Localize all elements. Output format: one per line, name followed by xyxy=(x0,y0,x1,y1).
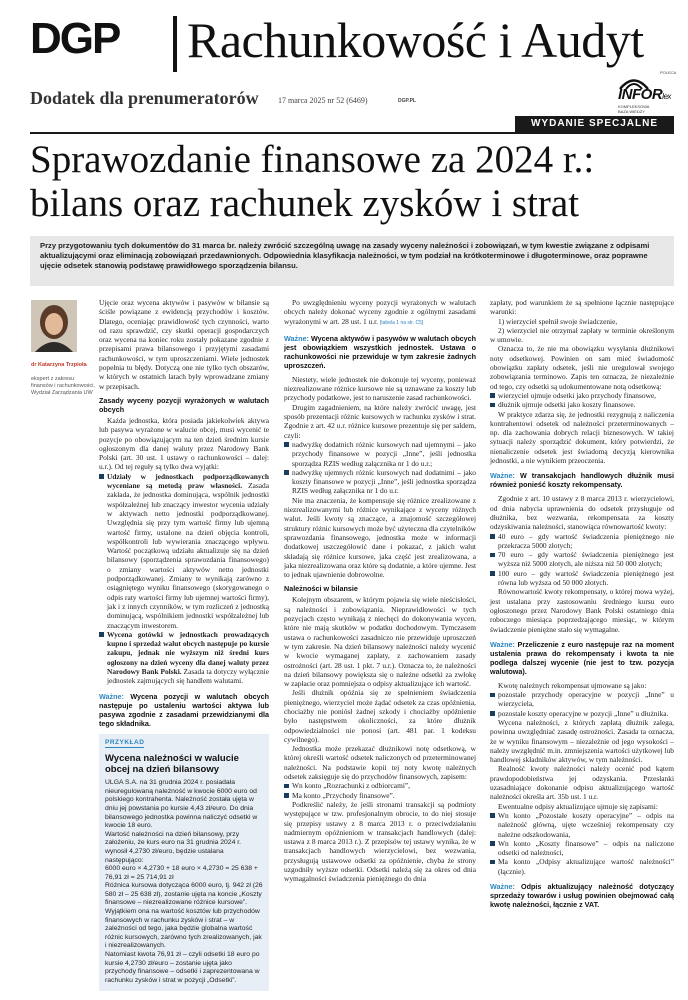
interest-list xyxy=(490,391,674,410)
example-box xyxy=(99,734,269,992)
calculation: 6000 euro × 4,2730 + 18 euro × 4,2730 = 25 638 + 76,91 zł = 25 714,91 zł xyxy=(105,865,258,881)
article-column-2 xyxy=(284,298,476,884)
paragraph: Jednostka może przekazać dłużnikowi notę odsetkową, w której określi wartość odsetek naliczonych od przeterminowanej należności. Na podstawie kopii tej noty kwotę należnych odsetek zaksięguje się do przychodów finansowych, zapisem: xyxy=(284,744,476,782)
author-name: dr Katarzyna Trzpioła xyxy=(31,362,87,368)
section-heading-currency: Zasady wyceny pozycji wyrażonych w walutach obcych xyxy=(99,395,269,414)
section-heading-receivables: Należności w bilansie xyxy=(284,584,358,594)
list-item: Ma konto „Przychody finansowe”. xyxy=(284,791,476,800)
paragraph: Oznacza to, że nie ma obowiązku wysyłania dłużnikowi noty odsetkowej. Powinien on sam mieć świadomość obowiązku zapłaty odsetek, jeśli nie uregulował swojego zobowiązania terminowo. Zapis ten oznacza, że niezależnie od tego, czy odsetki są udokumentowane notą odsetkową: xyxy=(490,344,674,391)
list-item: Udziały w jednostkach podporządkowanych wyceniane są metodą praw własności. Zasada zakłada, że jednostka dominująca, wspólnik jednostki współzależnej lub znaczący inwestor wycenia udziały w aktywach netto jednostki podporządkowanej. Uwzględnia się przy tym wartość firmy lub ujemną wartość firmy, ustalone na dzień objęcia kontroli, współkontroli lub wywierania znaczącego wpływu. Wartość początkową udziału aktualizuje się na dzień bilansowy (sporządzenia sprawozdania finansowego) o zmiany wartości aktywów netto jednostki podporządkowanej. Zmiany te wynikają zarówno z osiągniętego wyniku finansowego (skorygowanego o odpis raty wartości firmy lub ujemnej wartości firmy), jak i z innych czynników, w tym rozliczeń z jednostką dominującą, wspólnikiem jednostki współzależnej lub znaczącym inwestorem. xyxy=(99,472,269,630)
paragraph: W praktyce zdarza się, że jednostki rezygnują z naliczenia kontrahentowi odsetek od należności przeterminowanych – np. dla zachowania dobrych relacji biznesowych. W takiej sytuacji należy sporządzić dokument, który potwierdzi, że nienaliczenie odsetek jest świadomą decyzją kierownika jednostki, a nie wynikiem przeoczenia. xyxy=(490,409,674,466)
paragraph: Każda jednostka, która posiada jakiekolwiek aktywa lub pasywa wyrażone w walucie obcej, musi wycenić te pozycje po obowiązującym na ten dzień średnim kursie ogłoszonym dla danej waluty przez Narodowy Bank Polski (art. 30 ust. 1 ustawy o rachunkowości – dalej: u.r.). Od tej reguły są tylko dwa wyjątki: xyxy=(99,415,269,472)
paragraph: Równowartość kwoty rekompensaty, o której mowa wyżej, jest ustalana przy zastosowaniu średniego kursu euro ogłoszonego przez Narodowy Bank Polski ostatniego dnia roboczego miesiąca poprzedzającego miesiąc, w którym świadczenie pieniężne stało się wymagalne. xyxy=(490,587,674,634)
inforlex-brand: INFORlex xyxy=(618,86,671,103)
paragraph: Wycena należności, z których zapłatą dłużnik zalega, powinna uwzględniać zasadę ostrożności. Zasada ta oznacza, że w wyniku finansowym – niezależnie od jego wysokości – należy uwzględnić m.in. zmniejszenia wartości użytkowej lub handlowej składników aktywów, w tym należności. xyxy=(490,717,674,765)
condition-item: 2) wierzyciel nie otrzymał zapłaty w terminie określonym w umowie. xyxy=(490,325,674,345)
table-reference-link[interactable]: [tabela 1 na str. C5] xyxy=(379,319,424,326)
compensation-list xyxy=(490,532,674,588)
paragraph: Podkreślić należy, że jeśli stronami transakcji są podmioty występujące w tzw. profesjonalnym obrocie, to do niej stosuje się przepisy ustawy z 8 marca 2013 r. o przeciwdziałaniu nadmiernym opóźnieniom w transakcjach handlowych (dalej: ustawa z 8 marca 2013 r.). Z przepisów tej ustawy wynika, że w transakcjach handlowych wierzycielowi, bez wezwania, przysługują ustawowe odsetki za opóźnienie, chyba że strony uzgodniły wyższe odsetki. Odsetki należą się za okres od dnia wymagalności świadczenia pieniężnego do dnia xyxy=(284,799,476,884)
paragraph: Różnica kursowa dotycząca 6000 euro, tj. 942 zł (26 580 zł – 25 638 zł), zostanie ujęta na koncie „Koszty finansowe – niezrealizowane różnice kursowe”. Wyjątkiem ona na wartość kosztów lub przychodów finansowych w rachunku zysków i strat – w zależności od tego, jaka będzie globalna wartość różnic kursowych, zarówno tych zrealizowanych, jak i niezrealizowanych. xyxy=(105,882,263,950)
list-item: pozostałe przychody operacyjne w pozycji „Inne” u wierzyciela, xyxy=(490,690,674,709)
article-column-1 xyxy=(99,298,269,991)
masthead xyxy=(30,10,670,74)
condition-item: 1) wierzyciel spełnił swoje świadczenie, xyxy=(498,316,618,326)
exchange-diff-list xyxy=(284,440,476,496)
paragraph: Natomiast kwota 76,91 zł – czyli odsetki 18 euro po kursie 4,2730 zł/euro – zostanie ujęta jako przychody finansowe – odsetki i zaprezentowana w rachunku zysków i strat w pozycji „Odsetki”. xyxy=(105,951,260,984)
article-column-3 xyxy=(490,298,674,914)
recommends-label: POLECA xyxy=(660,70,677,75)
list-item: Wn konto „Koszty finansowe” – odpis na naliczone odsetki od należności, xyxy=(490,839,674,858)
paragraph: zapłaty, pod warunkiem że są spełnione łącznie następujące warunki: xyxy=(490,298,674,317)
list-item: 40 euro – gdy wartość świadczenia pieniężnego nie przekracza 5000 złotych; xyxy=(490,532,674,551)
list-item: dłużnik ujmuje odsetki jako koszty finansowe. xyxy=(490,400,674,409)
author-portrait-icon xyxy=(31,300,77,352)
important-note: Ważne: Odpis aktualizujący należność dotyczący sprzedaży towarów i usług powinien obejmować całą kwotę należności, łącznie z VAT. xyxy=(490,882,674,910)
list-item: 100 euro – gdy wartość świadczenia pieniężnego jest równa lub wyższa od 50 000 złotych. xyxy=(490,569,674,588)
booking-list xyxy=(284,781,476,800)
list-item: Wn konto „Pozostałe koszty operacyjne” – odpis na należność główną, ujęte wcześniej rekompensaty czy należne odszkodowania, xyxy=(490,811,674,839)
compensation-booking-list xyxy=(490,690,674,718)
important-note: Ważne: Wycena aktywów i pasywów w walutach obcych jest obowiązkiem wszystkich jednostek. Ustawa o rachunkowości nie przewiduje w tym zakresie żadnych uproszczeń. xyxy=(284,333,476,370)
paragraph: Zgodnie z art. 10 ustawy z 8 marca 2013 r. wierzycielowi, od dnia nabycia uprawnienia do odsetek przysługuje od dłużnika, bez wezwania, rekompensata za koszty odzyskiwania należności, stanowiąca równowartość kwoty: xyxy=(490,494,674,532)
writedown-list xyxy=(490,811,674,876)
list-item: nadwyżkę ujemnych różnic kursowych nad dodatnimi – jako koszty finansowe w pozycji „Inne”, jeśli jednostka sporządza RZIS według załącznika nr 1 do u.r. xyxy=(284,468,476,496)
author-description: ekspert z zakresu finansów i rachunkowości, Wydział Zarządzania UW xyxy=(31,376,95,396)
paragraph: ULGA S.A. na 31 grudnia 2024 r. posiadała nieuregulowaną należność w kwocie 6000 euro od polskiego kontrahenta. Należność została ujęta w dniu jej powstania po kursie 4,43 zł/euro. Do dnia bilansowego jednostka powinna naliczyć odsetki w kwocie 18 euro. xyxy=(105,779,258,830)
author-photo xyxy=(31,300,77,352)
publisher-link[interactable]: DGP.PL xyxy=(398,98,416,104)
list-item: nadwyżkę dodatnich różnic kursowych nad ujemnymi – jako przychody finansowe w pozycji „Inne”, jeśli jednostka sporządza RZIS według załącznika nr 1 do u.r.; xyxy=(284,440,476,468)
paragraph: Ewentualne odpisy aktualizujące ujmuje się zapisami: xyxy=(498,801,658,811)
headline-line-1: Sprawozdanie finansowe za 2024 r.: xyxy=(30,138,595,181)
important-note: Ważne: Wycena pozycji w walutach obcych następuje po ustaleniu wartości aktywa lub pasywa zgodnie z zasadami przewidzianymi dla tego składnika. xyxy=(99,691,269,728)
important-note: Ważne: W transakcjach handlowych dłużnik musi również ponieść koszty rekompensaty. xyxy=(490,471,674,490)
important-note: Ważne: Przeliczenie z euro następuje raz na moment ustalenia prawa do rekompensaty i kwota ta nie podlega dalszej wycenie (nie jest to tzw. pozycja walutowa). xyxy=(490,639,674,676)
list-item: Wn konto „Rozrachunki z odbiorcami”, xyxy=(284,781,476,790)
list-item: wierzyciel ujmuje odsetki jako przychody finansowe, xyxy=(490,391,674,400)
article-headline xyxy=(30,138,670,226)
exceptions-list xyxy=(99,472,269,686)
inforlex-tagline: KOMPLEKSOWA BAZA WIEDZY xyxy=(618,104,650,114)
masthead-divider xyxy=(173,16,177,72)
paragraph: Po uwzględnieniu wyceny pozycji wyrażonych w walutach obcych należy dokonać wyceny zgodnie z ogólnymi zasadami wyrażonymi w art. 28 ust. 1 u.r. [tabela 1 na str. C5] xyxy=(284,298,476,326)
list-item: Ma konto „Odpisy aktualizujące wartość należności” (łącznie). xyxy=(490,857,674,876)
special-edition-banner: WYDANIE SPECJALNE xyxy=(515,116,674,132)
paragraph: Drugim zagadnieniem, na które należy zwrócić uwagę, jest sposób prezentacji różnic kursowych w rachunku zysków i strat. Zgodnie z art. 42 u.r. różnice kursowe prezentuje się per saldem, czyli: xyxy=(284,402,476,440)
list-item: 70 euro – gdy wartość świadczenia pieniężnego jest wyższa niż 5000 złotych, ale niższa niż 50 000 złotych; xyxy=(490,550,674,569)
paragraph: Kolejnym obszarem, w którym pojawia się wiele nieścisłości, są należności i zobowiązania. Nieprawidłowości w tych pozycjach często wynikają z niechęci do dokonywania wycen, które nie mają skutków w podatku dochodowym. Tymczasem ustawa o rachunkowości zasadniczo nie przewiduje uproszczeń w tym zakresie. Na dzień bilansowy należności należy wycenić w kwocie wymaganej zapłaty, z zachowaniem zasady ostrożności (art. 28 ust. 1 pkt. 7 u.r.). Oznacza to, że należności na dzień bilansowy powiększa się o należne odsetki za zwłokę w zapłacie oraz pomniejsza o odpisy aktualizujące ich wartość. xyxy=(284,595,476,689)
example-tag: PRZYKŁAD xyxy=(105,739,144,749)
article-lead: Przy przygotowaniu tych dokumentów do 31 marca br. należy zwrócić szczególną uwagę na zasady wyceny należności i zobowiązań, w tym kwestie związane z odpisami aktualizującymi oraz eliminacją zobowiązań przedawnionych. Odpowiednia klasyfikacja należności, w tym podział na krótkoterminowe i długoterminowe, oraz poprawne ujęcie odsetek stanowią podstawę prawidłowego sporządzenia bilansu. xyxy=(30,236,674,286)
paragraph: Jeśli dłużnik opóźnia się ze spełnieniem świadczenia pieniężnego, wierzyciel może żądać odsetek za czas opóźnienia, chociażby nie poniósł żadnej szkody i chociażby opóźnienie było następstwem okoliczności, za które dłużnik odpowiedzialności nie ponosi (art. 481 par. 1 kodeksu cywilnego). xyxy=(284,688,476,744)
paragraph: Kwotę należnych rekompensat ujmowane są jako: xyxy=(498,680,647,690)
intro-paragraph: Ujęcie oraz wycena aktywów i pasywów w bilansie są ściśle powiązane z ewidencją przychodów i kosztów. Dlatego, oceniając prawidłowość tych czynności, warto od razu sprawdzić, czy skutki operacji gospodarczych oraz wycena na koniec roku zostały pokazane zgodnie z przepisami prawa bilansowego i przyjętymi zasadami rachunkowości, w tym uproszczeniami. Wiele jednostek popełnia tu błędy. Dotyczą one nie tylko tych obszarów, w których w ostatnich latach były wprowadzane zmiany w przepisach. xyxy=(99,298,269,391)
paragraph: Nie ma znaczenia, że kompensuje się różnice zrealizowane z niezrealizowanymi lub różnice wynikające z wyceny różnych walut. Jeśli kwoty są znaczące, a znajomość szczegółowej struktury różnic kursowych może być użyteczna dla czytelników sprawozdania finansowego, jednostka może w informacji dodatkowej uszczegółowić dane i pokazać, z jakich walut składają się różnice kursowe, jaka część jest zrealizowana, a jaka niezrealizowana oraz które są dodatnie, a które ujemne. Jest to jednak ujawnienie dobrowolne. xyxy=(284,495,476,580)
supplement-label: Dodatek dla prenumeratorów xyxy=(30,88,259,108)
publication-title: Rachunkowość i Audyt xyxy=(187,12,644,68)
brand-logo[interactable]: DGP xyxy=(30,14,120,63)
paragraph: Wartość należności na dzień bilansowy, przy założeniu, że kurs euro na 31 grudnia 2024 r. wynosił 4,2730 zł/euro, będzie ustalana następująco: xyxy=(105,830,242,864)
list-item: Wycena gotówki w jednostkach prowadzących kupno i sprzedaż walut obcych następuje po kursie zakupu, jednak nie wyższym niż średni kurs ogłoszony na dzień wyceny dla danej waluty przez Narodowy Bank Polski. Zasada ta dotyczy wyłącznie jednostek zajmujących się handlem walutami. xyxy=(99,630,269,686)
list-item: pozostałe koszty operacyjne w pozycji „Inne” u dłużnika. xyxy=(490,709,674,718)
issue-date: 17 marca 2025 nr 52 (6469) xyxy=(278,96,368,105)
header-rule xyxy=(30,132,674,134)
paragraph: Realność kwoty należności należy ocenić pod kątem prawdopodobieństwa jej odzyskania. Przesłanki uzasadniające dokonanie odpisu aktualizującego wartość należności określa art. 35b ust. 1 u.r. xyxy=(490,764,674,802)
headline-line-2: bilans oraz rachunek zysków i strat xyxy=(30,182,580,225)
example-title: Wycena należności w walucie obcej na dzień bilansowy xyxy=(105,753,239,776)
paragraph: Niestety, wiele jednostek nie dokonuje tej wyceny, ponieważ niezrealizowane różnice kursowe nie są uznawane za koszty lub przychody podatkowe, jest to naruszenie zasad rachunkowości. xyxy=(284,374,476,403)
